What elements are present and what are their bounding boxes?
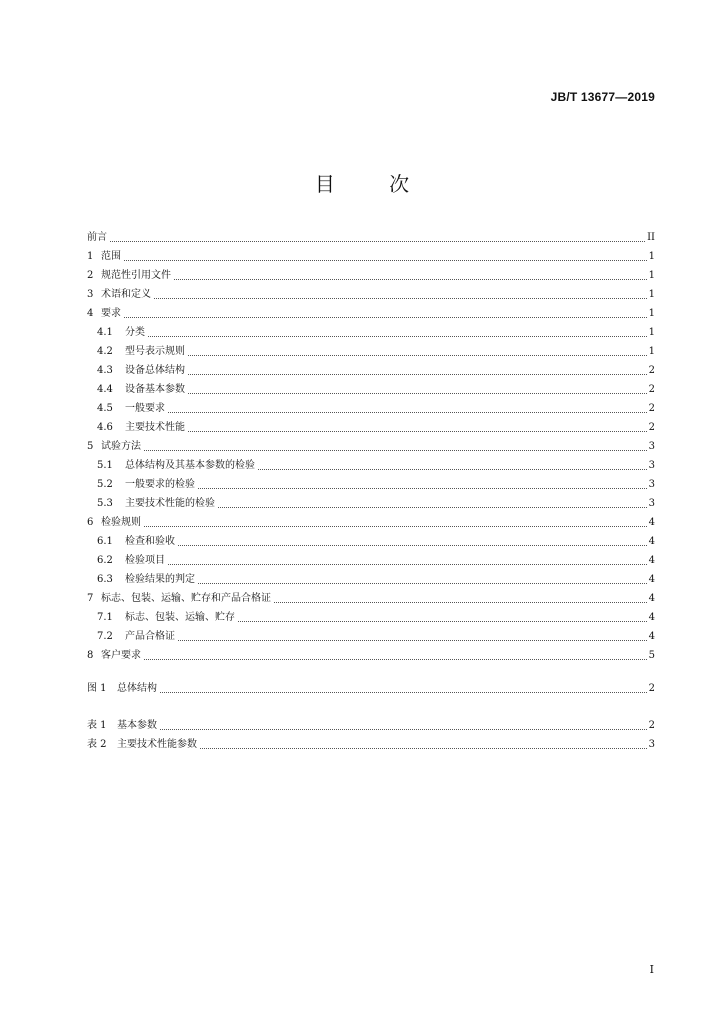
- toc-entry[interactable]: [87, 608, 655, 627]
- toc-entry[interactable]: [87, 551, 655, 570]
- dot-leader: [160, 692, 647, 693]
- dot-leader: [198, 488, 647, 489]
- toc-entry-label: 一般要求的检验: [125, 479, 195, 490]
- toc-entry[interactable]: [87, 304, 655, 323]
- toc-entry-number: 7: [87, 593, 94, 604]
- dot-leader: [124, 317, 647, 318]
- toc-entry[interactable]: [87, 475, 655, 494]
- toc-entry[interactable]: [87, 342, 655, 361]
- toc-entry-page: 4: [648, 555, 655, 566]
- toc-entry-page: II: [647, 232, 655, 243]
- toc-entry-page: 3: [648, 479, 655, 490]
- toc-entry-label: 要求: [101, 308, 121, 319]
- toc-entry-page: 2: [648, 720, 655, 731]
- toc-entry-label: 标志、包装、运输、贮存: [125, 612, 235, 623]
- toc-entry[interactable]: [87, 266, 655, 285]
- dot-leader: [154, 298, 647, 299]
- toc-entry-page: 2: [648, 683, 655, 694]
- dot-leader: [178, 640, 647, 641]
- toc-entry-page: 4: [648, 517, 655, 528]
- toc-entry-page: 2: [648, 365, 655, 376]
- toc-entry-page: 4: [648, 536, 655, 547]
- toc-entry[interactable]: [87, 646, 655, 665]
- toc-entry-number: 4.1: [97, 327, 113, 338]
- dot-leader: [160, 729, 647, 730]
- title-char: 次: [389, 172, 410, 196]
- toc-entry-page: 1: [648, 346, 655, 357]
- toc-entry[interactable]: [87, 716, 655, 735]
- dot-leader: [110, 241, 645, 242]
- toc-entry[interactable]: [87, 570, 655, 589]
- dot-leader: [188, 374, 647, 375]
- toc-entry[interactable]: [87, 589, 655, 608]
- toc-entry-label: 检验结果的判定: [125, 574, 195, 585]
- dot-leader: [238, 621, 647, 622]
- toc-entry-number: 7.2: [97, 631, 113, 642]
- toc-entry-page: 4: [648, 593, 655, 604]
- toc-entry-number: 4.2: [97, 346, 113, 357]
- dot-leader: [168, 564, 647, 565]
- toc-entry-label: 基本参数: [117, 720, 157, 731]
- toc-entry-page: 4: [648, 612, 655, 623]
- page-title: [0, 168, 724, 197]
- dot-leader: [178, 545, 647, 546]
- toc-entry-page: 1: [648, 289, 655, 300]
- dot-leader: [188, 355, 647, 356]
- toc-entry-page: 3: [648, 460, 655, 471]
- toc-entry-label: 规范性引用文件: [101, 270, 171, 281]
- toc-entry-label: 主要技术性能: [125, 422, 185, 433]
- dot-leader: [174, 279, 647, 280]
- toc-entry[interactable]: [87, 513, 655, 532]
- toc-figure-entries: [87, 679, 655, 698]
- toc-entry-number: 6: [87, 517, 94, 528]
- toc-entry-label: 型号表示规则: [125, 346, 185, 357]
- toc-entry[interactable]: [87, 323, 655, 342]
- table-of-contents: [87, 228, 655, 754]
- toc-entry-page: 5: [648, 650, 655, 661]
- toc-entry-label: 设备总体结构: [125, 365, 185, 376]
- toc-entry-number: 5.1: [97, 460, 113, 471]
- toc-entry-page: 4: [648, 574, 655, 585]
- toc-entry-number: 表 1: [87, 720, 107, 731]
- toc-entry-page: 1: [648, 270, 655, 281]
- toc-entry[interactable]: [87, 437, 655, 456]
- toc-entry[interactable]: [87, 399, 655, 418]
- toc-entry[interactable]: [87, 456, 655, 475]
- toc-entry-label: 试验方法: [101, 441, 141, 452]
- toc-entry-number: 5.3: [97, 498, 113, 509]
- toc-entry[interactable]: [87, 361, 655, 380]
- toc-entry-number: 4.6: [97, 422, 113, 433]
- toc-entry[interactable]: [87, 735, 655, 754]
- toc-entry-label: 产品合格证: [125, 631, 175, 642]
- toc-entry-number: 1: [87, 251, 94, 262]
- toc-entry-number: 7.1: [97, 612, 113, 623]
- toc-entry[interactable]: [87, 418, 655, 437]
- toc-table-entries: [87, 716, 655, 754]
- toc-entry-label: 术语和定义: [101, 289, 151, 300]
- toc-entry[interactable]: [87, 532, 655, 551]
- toc-entry-label: 客户要求: [101, 650, 141, 661]
- toc-entry-number: 4.5: [97, 403, 113, 414]
- toc-main-entries: [87, 228, 655, 665]
- toc-entry-label: 主要技术性能参数: [117, 739, 197, 750]
- toc-entry[interactable]: [87, 285, 655, 304]
- dot-leader: [148, 336, 647, 337]
- toc-entry[interactable]: [87, 627, 655, 646]
- toc-entry-number: 3: [87, 289, 94, 300]
- toc-entry-number: 4.4: [97, 384, 113, 395]
- toc-entry-label: 范围: [101, 251, 121, 262]
- toc-entry-page: 4: [648, 631, 655, 642]
- dot-leader: [124, 260, 647, 261]
- dot-leader: [188, 431, 647, 432]
- toc-entry-label: 设备基本参数: [125, 384, 185, 395]
- dot-leader: [144, 450, 647, 451]
- title-char: 目: [314, 172, 335, 196]
- standard-code: JB/T 13677—2019: [550, 90, 655, 104]
- toc-entry-label: 检查和验收: [125, 536, 175, 547]
- toc-entry-page: 2: [648, 403, 655, 414]
- toc-entry-number: 6.3: [97, 574, 113, 585]
- spacer: [87, 698, 655, 716]
- dot-leader: [188, 393, 647, 394]
- toc-entry-number: 表 2: [87, 739, 107, 750]
- toc-entry-page: 2: [648, 384, 655, 395]
- dot-leader: [200, 748, 647, 749]
- toc-entry-page: 3: [648, 498, 655, 509]
- dot-leader: [198, 583, 647, 584]
- toc-entry-page: 3: [648, 739, 655, 750]
- toc-entry-number: 6.1: [97, 536, 113, 547]
- toc-entry-number: 图 1: [87, 683, 107, 694]
- toc-entry-number: 5: [87, 441, 94, 452]
- toc-entry[interactable]: [87, 380, 655, 399]
- toc-entry-number: 4: [87, 308, 94, 319]
- toc-entry[interactable]: [87, 228, 655, 247]
- toc-entry-label: 检验项目: [125, 555, 165, 566]
- dot-leader: [168, 412, 647, 413]
- toc-entry-number: 6.2: [97, 555, 113, 566]
- spacer: [87, 665, 655, 679]
- toc-entry-number: 2: [87, 270, 94, 281]
- toc-entry-label: 标志、包装、运输、贮存和产品合格证: [101, 593, 271, 604]
- toc-entry-label: 分类: [125, 327, 145, 338]
- dot-leader: [218, 507, 647, 508]
- toc-entry-label: 主要技术性能的检验: [125, 498, 215, 509]
- page-number: I: [649, 963, 654, 976]
- toc-entry-number: 5.2: [97, 479, 113, 490]
- dot-leader: [144, 526, 647, 527]
- toc-entry-page: 3: [648, 441, 655, 452]
- toc-entry-number: 8: [87, 650, 94, 661]
- toc-entry[interactable]: [87, 679, 655, 698]
- toc-entry[interactable]: [87, 247, 655, 266]
- toc-entry-page: 2: [648, 422, 655, 433]
- dot-leader: [258, 469, 647, 470]
- toc-entry-number: 4.3: [97, 365, 113, 376]
- toc-entry-label: 一般要求: [125, 403, 165, 414]
- toc-entry-label: 前言: [87, 232, 107, 243]
- toc-entry-label: 检验规则: [101, 517, 141, 528]
- toc-entry-label: 总体结构: [117, 683, 157, 694]
- toc-entry-label: 总体结构及其基本参数的检验: [125, 460, 255, 471]
- dot-leader: [274, 602, 647, 603]
- toc-entry-page: 1: [648, 308, 655, 319]
- toc-entry-page: 1: [648, 327, 655, 338]
- toc-entry[interactable]: [87, 494, 655, 513]
- toc-entry-page: 1: [648, 251, 655, 262]
- dot-leader: [144, 659, 647, 660]
